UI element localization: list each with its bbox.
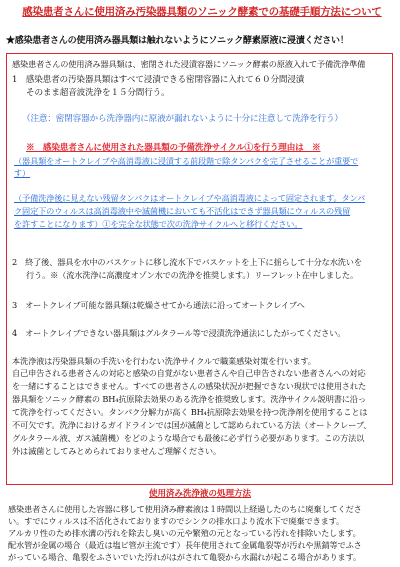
- body-line7: グルタラール液、ガス滅菌機）をどのような場合でも最後に必ず行う必要があります。この方法以: [12, 433, 365, 443]
- disposal-line3: アルカリ性のため排水溝の汚れを除去し臭いの元や繁殖の元となっている汚れを排除いたします。: [8, 528, 361, 538]
- step3-text: 3 オートクレイブ可能な器具類は乾燥させてから通法に沿ってオートクレイブへ: [12, 300, 305, 310]
- reason-line2: す）: [14, 168, 31, 178]
- step4-text: 4 オートクレイブできない器具類はグルタラール等で浸漬洗浄通法にしたがってください。: [12, 328, 346, 338]
- intro-text: 感染患者さんの使用済み器具類は、密閉された浸漬容器にソニック酵素の原液入れて予備洗浄準備: [12, 59, 366, 69]
- disposal-heading: 使用済み洗浄液の処理方法: [148, 489, 251, 499]
- reason-heading: ※ 感染患者さんに使用された器具類の予備洗浄サイクル①を行う理由は ※: [26, 143, 321, 153]
- body-line5: て洗浄を行ってください。タンパク分解力が高く BH₄抗原除去効果を持つ洗浄剤を使用することは: [12, 407, 368, 417]
- disposal-line5: がっている場合、亀裂をふさいでいた汚れがはがされて亀裂から水漏れが起こる場合があります。: [8, 552, 361, 562]
- disposal-line1: 感染患者さんに使用した容器に移して使用済み酵素液は１時間以上経過したのちに廃棄してくださ: [8, 504, 362, 514]
- reason-line1: （器具類をオートクレイブや高消毒液に浸漬する前段階で除タンパクを完了させることが重要で: [14, 156, 359, 166]
- body-line2: 自己申告される患者さんの対応と感染の自覚がない患者さんや自己申告されない患者さんへの対応: [12, 368, 366, 378]
- body-line1: 本洗浄液は汚染器具類の手洗いを行わない洗浄サイクルで職業感染対策を行います。: [12, 356, 316, 366]
- step2-line1: 2 終了後、器具を水中のバスケットに移し流水下でバスケットを上下に揺らして十分な水洗いを: [12, 257, 362, 267]
- reason-line4: ク固定下のウィルスは高消毒液中や滅菌機においても不活化はできず器具類にウィルスの残留: [14, 206, 351, 216]
- step1-line1: 1 感染患者の汚染器具類はすべて浸漬できる密閉容器に入れて６０分間浸漬: [12, 75, 305, 85]
- disposal-line4: 配水管が金属の場合（最近は塩ビ管が主流です）長年使用されて金属亀裂等が汚れや黒錆等でふさ: [8, 540, 362, 550]
- document-title: 感染患者さんに使用済み汚染器具類のソニック酵素での基礎手順方法について: [22, 6, 382, 18]
- step1-line2: そのまま超音波洗浄を１５分間行う。: [26, 88, 170, 98]
- body-line4: 器具類をソニック酵素の BH₄抗原除去効果のある洗浄を推奨致します。洗浄サイクル説明書に沿っ: [12, 394, 366, 404]
- reason-line3: （予備洗浄後に見えない残留タンパクはオートクレイブや高消毒液によって固定されます。タンパ: [14, 193, 366, 203]
- body-line3: を一緒にすることはできません。すべての患者さんの感染状況が把握できない現状では使用された: [12, 381, 366, 391]
- disposal-line2: い。すでにウィルスは不活化されておりますのでシンクの排水口より流水下で廃棄できます。: [8, 516, 345, 526]
- caution-note: （注意：密閉容器から洗浄器内に原液が漏れないように十分に注意して洗浄を行う）: [22, 114, 343, 124]
- notice-line: ★感染患者さんの使用済み器具類は触れないようにソニック酵素原液に浸漬ください！: [6, 36, 349, 46]
- reason-line5: を許すことになります）①を完全な状態で次の洗浄サイクルへと移行ください。: [14, 219, 303, 229]
- step2-line2: 行う。※（流水洗浄に高濃度オゾン水での洗浄を推奨します。）リーフレット在中しました。: [26, 270, 359, 280]
- body-line6: 不可欠です。洗浄におけるガイドラインでは国が滅菌として認められている方法（オートクレーブ、: [12, 420, 372, 430]
- body-line8: 外は滅菌としてみとめられておりませんご理解ください。: [12, 446, 221, 456]
